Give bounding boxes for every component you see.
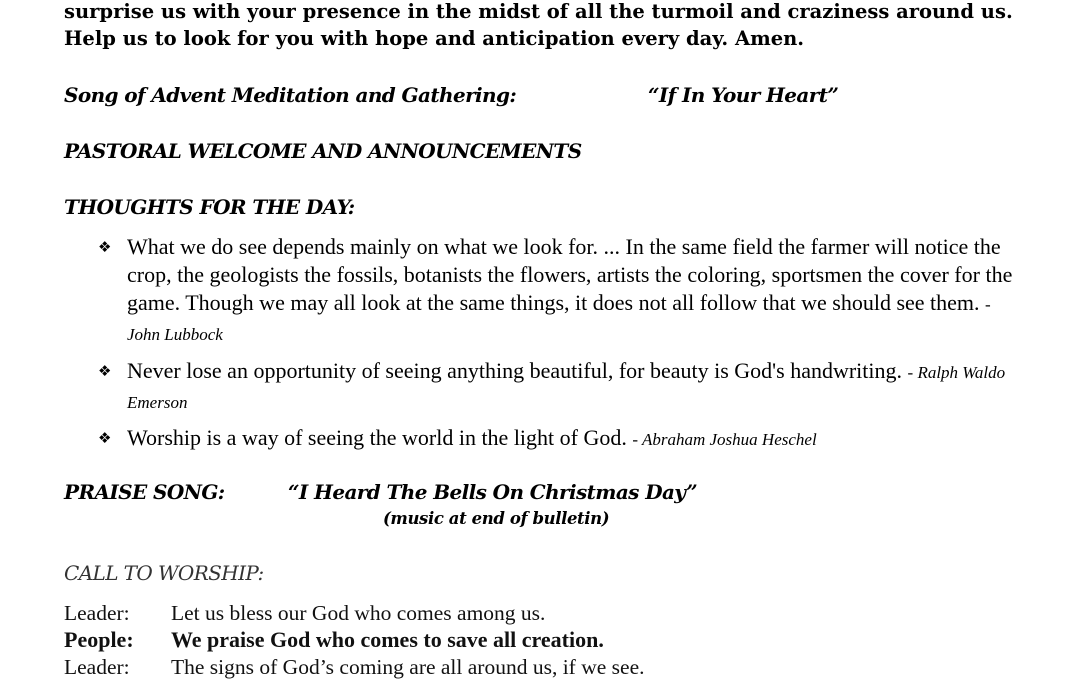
litany-line-people	[64, 627, 604, 653]
thought-text	[127, 424, 1022, 454]
litany-line-leader	[64, 600, 545, 626]
thought-text	[127, 357, 1022, 417]
thought-item	[98, 233, 1028, 345]
song-meditation-title: “If In Your Heart”	[648, 83, 839, 107]
litany-text: Let us bless our God who comes among us.	[171, 601, 546, 625]
praise-song-note: (music at end of bulletin)	[383, 509, 610, 528]
thought-item	[98, 424, 1028, 452]
litany-role: People:	[64, 627, 134, 652]
thought-attribution: - John Lubbock	[127, 295, 991, 344]
diamond-bullet-icon: ❖	[98, 429, 112, 447]
song-meditation-label: Song of Advent Meditation and Gathering:	[64, 83, 517, 107]
litany-line-leader	[64, 654, 644, 680]
thought-item	[98, 357, 1028, 413]
prayer-line-2: Help us to look for you with hope and anticipation every day. Amen.	[64, 27, 805, 50]
diamond-bullet-icon: ❖	[98, 362, 112, 380]
litany-role: Leader:	[64, 655, 130, 679]
prayer-line-1: surprise us with your presence in the midst of all the turmoil and craziness around us.	[64, 0, 1013, 23]
litany-role: Leader:	[64, 601, 130, 625]
praise-song-heading: PRAISE SONG:	[64, 480, 225, 504]
call-to-worship-heading: CALL TO WORSHIP:	[64, 561, 264, 585]
praise-song-title: “I Heard The Bells On Christmas Day”	[288, 480, 697, 504]
litany-text: We praise God who comes to save all creation.	[171, 627, 604, 652]
thought-attribution: - Ralph Waldo Emerson	[127, 363, 1006, 412]
song-meditation-heading	[64, 83, 516, 107]
litany-text: The signs of God’s coming are all around us, if we see.	[171, 655, 645, 679]
pastoral-welcome-heading: PASTORAL WELCOME AND ANNOUNCEMENTS	[64, 139, 582, 163]
diamond-bullet-icon: ❖	[98, 238, 112, 256]
thought-quote: What we do see depends mainly on what we look for. ... In the same field the farmer will notice the crop, the geologists the fossils, botanists the flowers, artists the coloring, sportsmen the cover for the game. Though we may all look at the same things, it does not all follow that we should see them.	[127, 234, 1013, 315]
thought-quote: Worship is a way of seeing the world in the light of God.	[127, 425, 627, 450]
thought-text	[127, 233, 1022, 349]
thought-quote: Never lose an opportunity of seeing anything beautiful, for beauty is God's handwriting.	[127, 358, 903, 383]
thoughts-heading: THOUGHTS FOR THE DAY:	[64, 195, 355, 219]
thought-attribution: - Abraham Joshua Heschel	[632, 430, 817, 449]
